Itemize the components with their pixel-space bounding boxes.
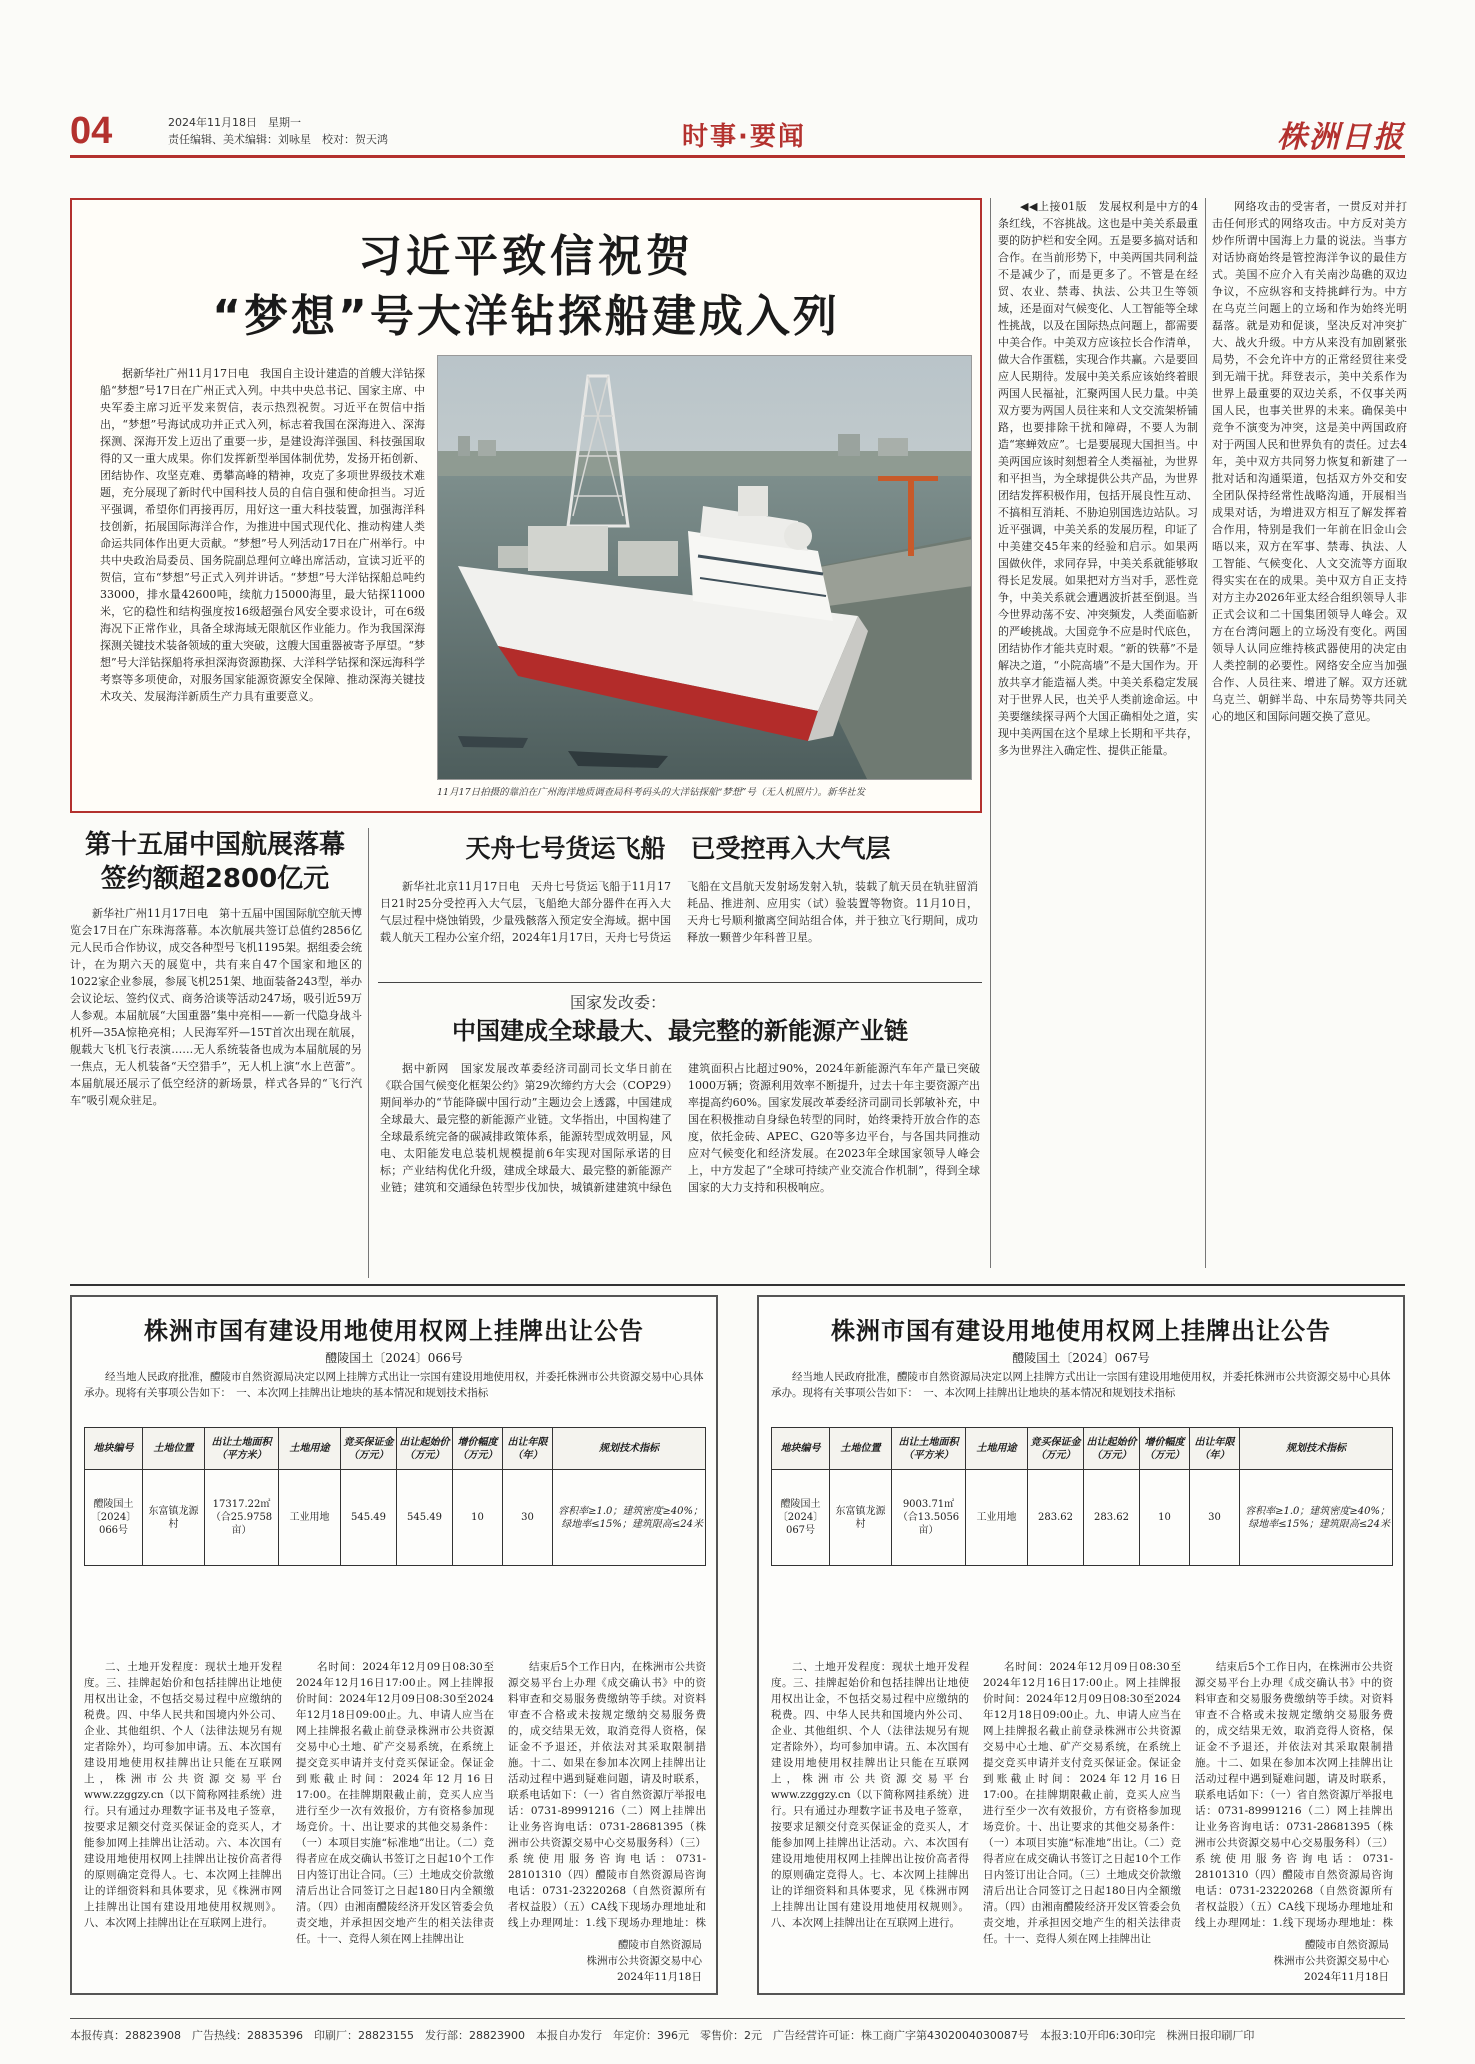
th-term: 出让年限（年） [1190,1428,1240,1470]
cell-increment: 10 [1140,1470,1190,1566]
signer-2: 株洲市公共资源交易中心 [586,1955,702,1967]
divider [378,982,982,983]
cell-use: 工业用地 [279,1470,341,1566]
land-notice-067 [757,1295,1405,1995]
lead-title-line1: 习近平致信祝贺 [358,231,694,282]
notice-col-b [296,1659,494,1989]
notice-col-c [1195,1659,1393,1929]
th-start-price: 出让起始价（万元） [397,1428,453,1470]
th-use: 土地用途 [966,1428,1028,1470]
signer: 醴陵市自然资源局 [1305,1939,1389,1951]
notice-col-b-text: 名时间：2024年12月09日08:30至2024年12月16日17:00止。网上挂牌报价时间：2024年12月09日08:30至2024年12月18日09:00止。九、申请人应当在网上挂牌报名截止前登录株洲市公共资源交易中心土地、矿产交易系统，在系统上提交竞买申请并支付竞买保证金。保证金到账截止时间：2024年12月16日17:00。在挂牌期限截止前，竞买人应当进行至少一次有效报价，方有资格参加现场竞价。十、出让要求的其他交易条件：（一）本项目实施“标准地”出让。（二）竞得者应在成交确认书签订之日起10个工作日内签订出让合同。（三）土地成交价款缴清后出让合同签订之日起180日内全额缴清。（四）由湘南醴陵经济开发区管委会负责交地，并承担因交地产生的相关法律责任。十一、竞得人须在网上挂牌出让 [296,1661,494,1945]
notice-intro: 经当地人民政府批准，醴陵市自然资源局决定以网上挂牌方式出让一宗国有建设用地使用权，并委托株洲市公共资源交易中心具体承办。现将有关事项公告如下： 一、本次网上挂牌出让地块的基本情况和规划技术指标 [771,1371,1391,1399]
th-parcel-no: 地块编号 [772,1428,830,1470]
notice-col-a [771,1659,969,1989]
notice-signature [587,1937,703,1985]
table-header-row [85,1428,706,1470]
signer-2: 株洲市公共资源交易中心 [1273,1955,1389,1967]
column-divider [990,198,991,1268]
cell-deposit: 545.49 [341,1470,397,1566]
column-divider [1205,198,1206,1268]
notice-col-a [84,1659,282,1989]
masthead-meta [168,114,388,148]
editors-line: 责任编辑、美术编辑：刘咏星 校对：贺天鸿 [168,133,388,146]
signer: 醴陵市自然资源局 [618,1939,702,1951]
th-use: 土地用途 [279,1428,341,1470]
lead-body: 据新华社广州11月17日电 我国自主设计建造的首艘大洋钻探船“梦想”号17日在广州正式入列。中共中央总书记、国家主席、中央军委主席习近平发来贺信，表示热烈祝贺。习近平在贺信中指出，“梦想”号海试成功并正式入列，标志着我国在深海进入、深海探测、深海开发上迈出了重要一步，是建设海洋强国、科技强国取得的又一重大成果。你们发挥新型举国体制优势，发扬开拓创新、团结协作、攻坚克难、勇攀高峰的精神，攻克了多项世界级技术难题，充分展现了新时代中国科技人员的自信自强和使命担当。习近平强调，希望你们再接再厉，用好这一重大科技装置，加强海洋科技创新，拓展国际海洋合作，为推进中国式现代化、推动构建人类命运共同体作出更大贡献。“梦想”号人列活动17日在广州举行。中共中央政治局委员、国务院副总理何立峰出席活动，宣读习近平的贺信，宣布“梦想”号正式入列并讲话。“梦想”号大洋钻探船总吨约33000，排水量42600吨，续航力15000海里，最大钻探11000米，它的稳性和结构强度按16级超强台风安全要求设计，可在6级海况下正常作业，具备全球海域无限航区作业能力。作为我国深海探测关键技术装备领域的重大突破，这艘大国重器被寄予厚望。“梦想”号大洋钻探船将承担深海资源勘探、大洋科学钻探和深远海科学考察等多项使命，对服务国家能源资源安全保障、推动深海关键技术攻关、发展海洋新质生产力具有重要意义。 [100,367,425,703]
aero-headline [70,828,360,896]
lead-title-line2: “梦想”号大洋钻探船建成入列 [212,291,840,342]
notice-signature [1274,1937,1390,1985]
notice-col-c-text: 结束后5个工作日内，在株洲市公共资源交易平台上办理《成交确认书》中的资料审查和交易服务费缴纳等手续。对资料审查不合格或未按规定缴纳交易服务费的，成交结果无效，取消竞得人资格，保证金不予退还，并依法对其采取限制措施。十二、如果在参加本次网上挂牌出让活动过程中遇到疑难问题，请及时联系，联系电话如下：（一）省自然资源厅举报电话：0731-89991216（二）网上挂牌出让业务咨询电话：0731-28681395（株洲市公共资源交易中心交易服务科）（三）系统使用服务咨询电话：0731-28101310（四）醴陵市自然资源局咨询电话：0731-23220268（自然资源所有者权益股）（五）CA线下现场办理地址和线上办理网址：1.线下现场办理地址：株 [508,1661,706,1929]
footer-info: 本报传真：28823908 广告热线：28835396 印刷厂：28823155 发行部：28823900 本报自办发行 年定价：396元 零售价：2元 广告经营许可证：株工商广字第4302004030087号 本报3:10开印6:30印完 株洲日报印刷厂印 [70,2018,1405,2043]
notice-col-a-text: 二、土地开发程度：现状土地开发程度。三、挂牌起始价和包括挂牌出让地使用权出让金，不包括交易过程中应缴纳的税费。四、中华人民共和国境内外公司、企业、其他组织、个人（法律法规另有规定者除外），均可参加申请。五、本次国有建设用地使用权挂牌出让只能在互联网上，株洲市公共资源交易平台www.zzggzy.cn（以下简称网挂系统）进行。只有通过办理数字证书及电子签章，按要求足额交付竞买保证金的竞买人，才能参加网上挂牌出让活动。六、本次国有建设用地使用权网上挂牌出让按价高者得的原则确定竞得人。七、本次网上挂牌出让的详细资料和具体要求，见《株洲市网上挂牌出让国有建设用地使用权规则》。八、本次网上挂牌出让在互联网上进行。 [84,1661,282,1929]
cell-start-price: 545.49 [397,1470,453,1566]
th-start-price: 出让起始价（万元） [1084,1428,1140,1470]
cell-term: 30 [1190,1470,1240,1566]
notice-date: 2024年11月18日 [617,1971,702,1983]
cell-increment: 10 [453,1470,503,1566]
cell-indicators: 容积率≥1.0；建筑密度≥40%；绿地率≤15%；建筑限高≤24米 [553,1470,706,1566]
th-indicators: 规划技术指标 [1240,1428,1393,1470]
notice-col-b-text: 名时间：2024年12月09日08:30至2024年12月16日17:00止。网上挂牌报价时间：2024年12月09日08:30至2024年12月18日09:00止。九、申请人应当在网上挂牌报名截止前登录株洲市公共资源交易中心土地、矿产交易系统，在系统上提交竞买申请并支付竞买保证金。保证金到账截止时间：2024年12月16日17:00。在挂牌期限截止前，竞买人应当进行至少一次有效报价，方有资格参加现场竞价。十、出让要求的其他交易条件：（一）本项目实施“标准地”出让。（二）竞得者应在成交确认书签订之日起10个工作日内签订出让合同。（三）土地成交价款缴清后出让合同签订之日起180日内全额缴清。（四）由湘南醴陵经济开发区管委会负责交地，并承担因交地产生的相关法律责任。十一、竞得人须在网上挂牌出让 [983,1661,1181,1945]
cell-area: 17317.22㎡（合25.9758亩） [205,1470,279,1566]
th-increment: 增价幅度（万元） [453,1428,503,1470]
notice-col-a-text: 二、土地开发程度：现状土地开发程度。三、挂牌起始价和包括挂牌出让地使用权出让金，不包括交易过程中应缴纳的税费。四、中华人民共和国境内外公司、企业、其他组织、个人（法律法规另有规定者除外），均可参加申请。五、本次国有建设用地使用权挂牌出让只能在互联网上，株洲市公共资源交易平台www.zzggzy.cn（以下简称网挂系统）进行。只有通过办理数字证书及电子签章，按要求足额交付竞买保证金的竞买人，才能参加网上挂牌出让活动。六、本次国有建设用地使用权网上挂牌出让按价高者得的原则确定竞得人。七、本次网上挂牌出让的详细资料和具体要求，见《株洲市网上挂牌出让国有建设用地使用权规则》。八、本次网上挂牌出让在互联网上进行。 [771,1661,969,1929]
th-increment: 增价幅度（万元） [1140,1428,1190,1470]
table-row [772,1470,1393,1566]
th-deposit: 竞买保证金（万元） [1028,1428,1084,1470]
energy-body-text: 据中新网 国家发展改革委经济司副司长文华日前在《联合国气候变化框架公约》第29次缔约方大会（COP29）期间举办的“节能降碳中国行动”主题边会上透露，中国建成全球最大、最完整的新能源产业链。文华指出，中国构建了全球最系统完备的碳减排政策体系，能源转型成效明显，风电、太阳能发电总装机规模提前6年实现对国际承诺的目标；产业结构优化升级，建成全球最大、最完整的新能源产业链；建筑和交通绿色转型步伐加快，城镇新建建筑中绿色建筑面积占比超过90%，2024年新能源汽车年产量已突破1000万辆；资源利用效率不断提升，过去十年主要资源产出率提高约60%。国家发展改革委经济司副司长郭敏补充，中国在积极推动自身绿色转型的同时，始终秉持开放合作的态度，依托金砖、APEC、G20等多边平台，与各国共同推动应对气候变化和经济发展。在2023年全球国家领导人峰会上，中方发起了“全球可持续产业交流合作机制”，得到全球国家的大力支持和积极响应。 [380,1062,980,1194]
section-title: 时事·要闻 [682,122,806,152]
cell-start-price: 283.62 [1084,1470,1140,1566]
notice-intro: 经当地人民政府批准，醴陵市自然资源局决定以网上挂牌方式出让一宗国有建设用地使用权，并委托株洲市公共资源交易中心具体承办。现将有关事项公告如下： 一、本次网上挂牌出让地块的基本情况和规划技术指标 [84,1371,704,1399]
aero-body-text: 新华社广州11月17日电 第十五届中国国际航空航天博览会17日在广东珠海落幕。本次航展共签订总值约2856亿元人民币合作协议，成交各种型号飞机1195架。据组委会统计，在为期六天的展览中，共有来自47个国家和地区的1022家企业参展，参展飞机251架、地面装备243型，举办会议论坛、签约仪式、商务洽谈等活动247场，吸引近59万人参观。本届航展“大国重器”集中亮相——新一代隐身战斗机歼—35A惊艳亮相；人民海军歼—15T首次出现在航展，舰载大飞机飞行表演……无人系统装备也成为本届航展的另一焦点，无人机装备“天空猎手”，无人机上演“水上芭蕾”。本届航展还展示了低空经济的新场景，样式各异的“飞行汽车”吸引观众驻足。 [70,907,362,1107]
article-continued-col2 [1212,198,1407,1268]
lead-story [70,198,982,813]
parcel-table [84,1427,706,1566]
th-location: 土地位置 [143,1428,205,1470]
drilling-ship-image [438,356,972,780]
aero-body [70,905,362,1277]
page-number: 04 [70,110,113,152]
notice-number: 醴陵国土〔2024〕066号 [325,1351,463,1365]
article-col2-text: 网络攻击的受害者，一贯反对并打击任何形式的网络攻击。中方反对美方炒作所谓中国海上力量的说法。当事方对话协商始终是管控海洋争议的最佳方式。美国不应介入有关南沙岛礁的双边争议，不应纵容和支持挑衅行为。中方在乌克兰问题上的立场和作为始终光明磊落。就是劝和促谈，坚决反对冲突扩大、战火升级。中方从来没有加剧紧张局势，不会允许中方的正常经贸往来受到无端干扰。拜登表示，美中关系作为世界上最重要的双边关系，不仅事关两国人民，也事关世界的未来。确保美中竞争不演变为冲突，这是美中两国政府对于两国人民和世界负有的责任。过去4年，美中双方共同努力恢复和新建了一批对话和沟通渠道，包括双方外交和安全团队保持经常性战略沟通，开展相当成果对话，为增进双方相互了解发挥着合作用，特别是我们一年前在旧金山会晤以来，双方在军事、禁毒、执法、人工智能、气候变化、人文交流等方面取得实实在在的成果。美中双方自正支持对方主办2026年亚太经合组织领导人非正式会议和二十国集团领导人峰会。双方在台湾问题上的立场没有变化。两国领导人认同应维持核武器使用的决定由人类控制的必要性。网络安全应当加强合作、人员往来、增进了解。双方还就乌克兰、朝鲜半岛、中东局势等共同关心的地区和国际问题交换了意见。 [1212,200,1407,723]
notice-title: 株洲市国有建设用地使用权网上挂牌出让公告 [144,1317,644,1345]
parcel-table [771,1427,1393,1566]
notice-col-b [983,1659,1181,1989]
article-col1-text: ◀◀上接01版 发展权利是中方的4条红线，不容挑战。这也是中美关系最重要的防护栏和安全网。五是要多搞对话和合作。在当前形势下，中美两国共同利益不是减少了，而是更多了。不管是在经贸、农业、禁毒、执法、公共卫生等领域，还是面对气候变化、人工智能等全球性挑战，以及在国际热点问题上，都需要中美合作。中美双方应该拉长合作清单，做大合作蛋糕，实现合作共赢。六是要回应人民期待。发展中美关系应该始终着眼两国人民福祉，汇聚两国人民力量。中美双方要为两国人员往来和人文交流架桥铺路，也要排除干扰和障碍，不要人为制造“寒蝉效应”。七是要展现大国担当。中美两国应该时刻想着全人类福祉，为世界和平担当，为全球提供公共产品，为世界团结发挥积极作用，包括开展良性互动、不搞相互消耗、不胁迫别国选边站队。习近平强调，中美关系的发展历程，印证了中美建交45年来的经验和启示。如果两国做伙伴，求同存异，中美关系就能够取得长足发展。如果把对方当对手，恶性竞争，中美关系就会遭遇波折甚至倒退。当今世界动荡不安、冲突频发，人类面临新的严峻挑战。大国竞争不应是时代底色，团结协作才能共克时艰。“新的铁幕”不是解决之道，“小院高墙”不是大国作为。开放共享才能造福人类。中美关系稳定发展对于世界人民，也关乎人类前途命运。中美要继续探寻两个大国正确相处之道，实现中美两国在这个星球上长期和平共存，多为世界注入确定性、提供正能量。 [998,200,1198,757]
article-continued-col1 [998,198,1198,1268]
ship-photo [437,355,972,780]
energy-body [380,1060,980,1275]
cell-indicators: 容积率≥1.0；建筑密度≥40%；绿地率≤15%；建筑限高≤24米 [1240,1470,1393,1566]
th-term: 出让年限（年） [503,1428,553,1470]
column-divider [368,828,369,1278]
notice-title: 株洲市国有建设用地使用权网上挂牌出让公告 [831,1317,1331,1345]
cell-location: 东富镇龙源村 [830,1470,892,1566]
notice-col-c [508,1659,706,1929]
cell-parcel-no: 醴陵国土〔2024〕066号 [85,1470,143,1566]
land-notice-066 [70,1295,718,1995]
date-line: 2024年11月18日 星期一 [168,116,301,129]
photo-caption: 11月17日拍摄的靠泊在广州海洋地质调查局科考码头的大洋钻探船“梦想”号（无人机照片）。新华社发 [437,787,866,798]
aero-headline-line2: 签约额超2800亿元 [100,864,330,894]
tianzhou-headline: 天舟七号货运飞船 已受控再入大气层 [465,834,891,863]
paper-logo: 株洲日报 [1277,120,1405,155]
th-area: 出让土地面积（平方米） [205,1428,279,1470]
cell-location: 东富镇龙源村 [143,1470,205,1566]
energy-kicker: 国家发改委： [570,993,667,1012]
cell-parcel-no: 醴陵国土〔2024〕067号 [772,1470,830,1566]
tianzhou-body [380,878,978,978]
tianzhou-body-text: 新华社北京11月17日电 天舟七号货运飞船于11月17日21时25分受控再入大气层，飞船绝大部分器件在再入大气层过程中烧蚀销毁，少量残骸落入预定安全海域。据中国载人航天工程办公室介绍，2024年1月17日，天舟七号货运飞船在文昌航天发射场发射入轨，装载了航天员在轨驻留消耗品、推进剂、应用实（试）验装置等物资。11月10日，天舟七号顺利撤离空间站组合体，并于独立飞行期间，成功释放一颗普少年科普卫星。 [380,880,978,944]
th-area: 出让土地面积（平方米） [892,1428,966,1470]
cell-deposit: 283.62 [1028,1470,1084,1566]
th-parcel-no: 地块编号 [85,1428,143,1470]
th-location: 土地位置 [830,1428,892,1470]
notice-number: 醴陵国土〔2024〕067号 [1012,1351,1150,1365]
energy-headline: 中国建成全球最大、最完整的新能源产业链 [452,1017,908,1045]
cell-area: 9003.71㎡（合13.5056亩） [892,1470,966,1566]
cell-term: 30 [503,1470,553,1566]
th-indicators: 规划技术指标 [553,1428,706,1470]
table-row [85,1470,706,1566]
masthead [70,110,1405,158]
th-deposit: 竞买保证金（万元） [341,1428,397,1470]
cell-use: 工业用地 [966,1470,1028,1566]
notice-date: 2024年11月18日 [1304,1971,1389,1983]
table-header-row [772,1428,1393,1470]
section-divider [70,1284,1405,1286]
aero-headline-line1: 第十五届中国航展落幕 [84,830,345,860]
notice-col-c-text: 结束后5个工作日内，在株洲市公共资源交易平台上办理《成交确认书》中的资料审查和交易服务费缴纳等手续。对资料审查不合格或未按规定缴纳交易服务费的，成交结果无效，取消竞得人资格，保证金不予退还，并依法对其采取限制措施。十二、如果在参加本次网上挂牌出让活动过程中遇到疑难问题，请及时联系，联系电话如下：（一）省自然资源厅举报电话：0731-89991216（二）网上挂牌出让业务咨询电话：0731-28681395（株洲市公共资源交易中心交易服务科）（三）系统使用服务咨询电话：0731-28101310（四）醴陵市自然资源局咨询电话：0731-23220268（自然资源所有者权益股）（五）CA线下现场办理地址和线上办理网址：1.线下现场办理地址：株 [1195,1661,1393,1929]
